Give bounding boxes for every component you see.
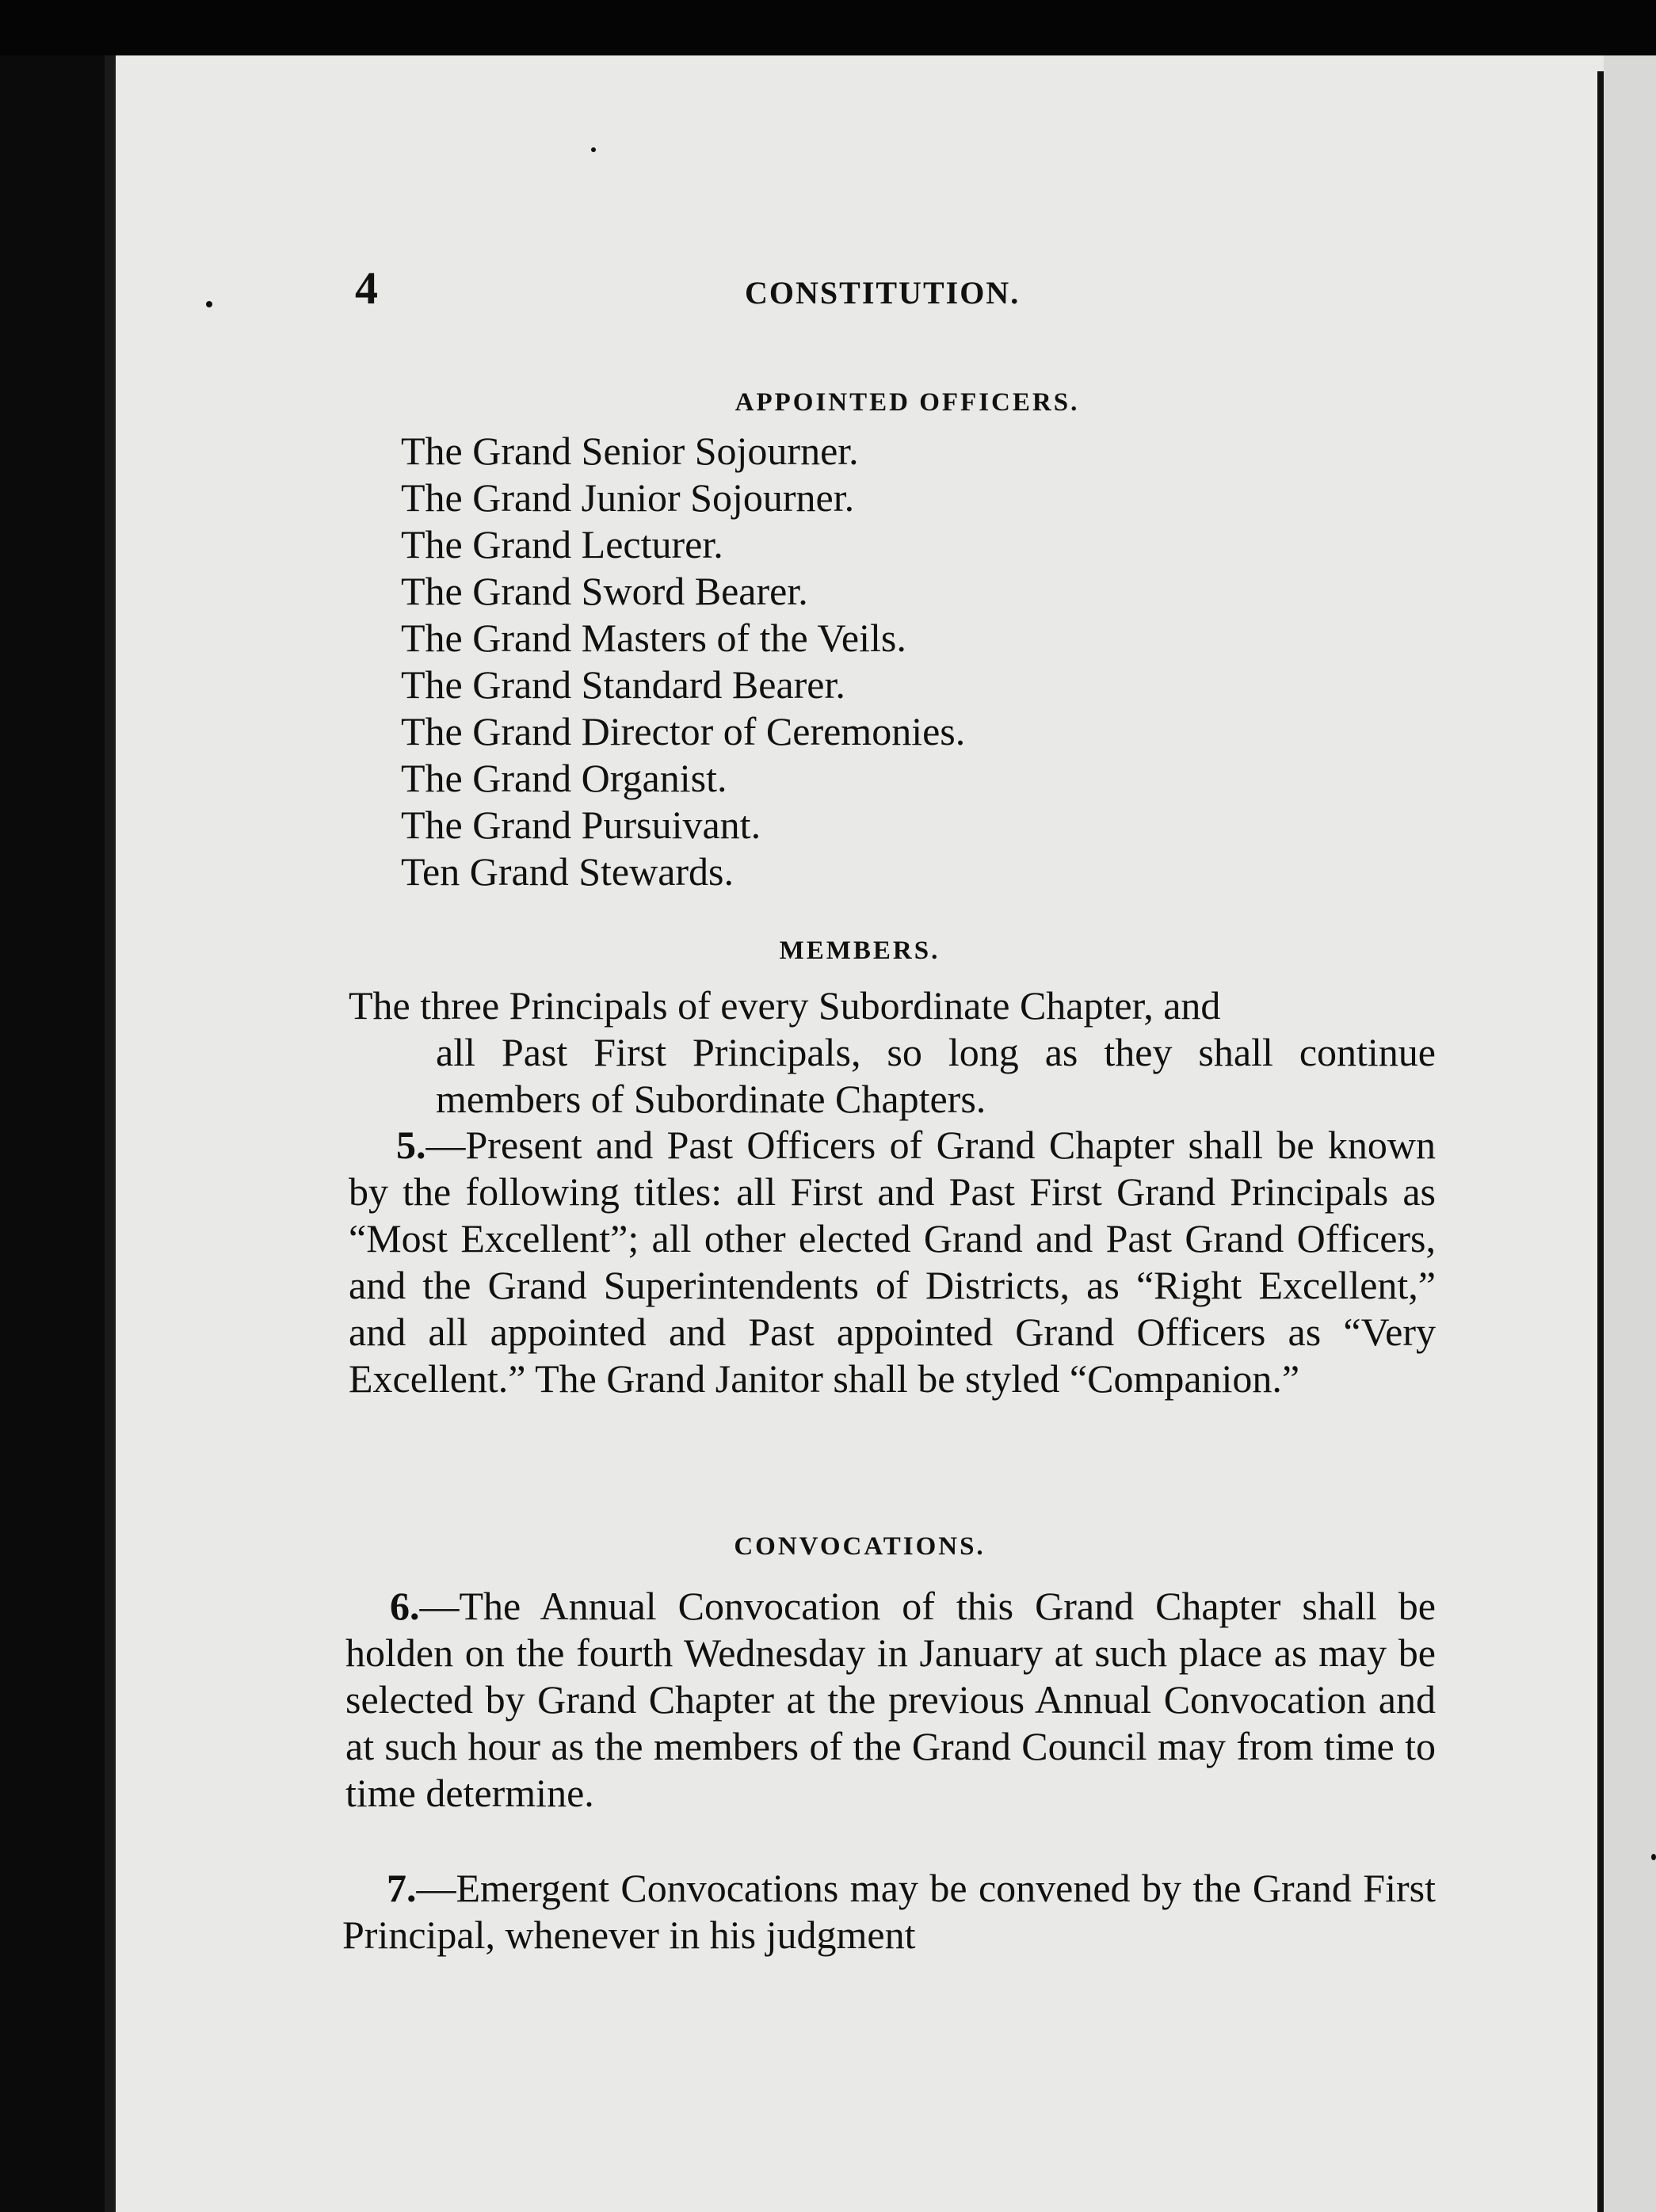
running-head: CONSTITUTION. — [745, 275, 1021, 311]
list-item: The Grand Director of Ceremonies. — [401, 709, 966, 753]
members-paragraph — [349, 982, 1436, 1123]
section-text: —The Annual Convocation of this Grand Chapter shall be holden on the fourth Wednesday in January at such place as may be selected by Grand Chapter at the previous Annual Convocation and at such hour as the members of the Grand Council may from time to time determine. — [345, 1584, 1436, 1815]
section-number: 6. — [390, 1584, 420, 1628]
list-item: The Grand Standard Bearer. — [401, 662, 845, 707]
scan-top-border — [0, 0, 1656, 55]
section-7-paragraph — [342, 1865, 1436, 1958]
appointed-officers-list — [401, 428, 965, 895]
convocations-heading: CONVOCATIONS. — [734, 1532, 986, 1561]
members-heading: MEMBERS. — [779, 936, 941, 965]
list-item: The Grand Organist. — [401, 756, 727, 800]
section-number: 5. — [396, 1123, 426, 1167]
section-text: —Emergent Convocations may be convened by the Grand First Principal, whenever in his judgment — [342, 1866, 1436, 1957]
list-item: The Grand Sword Bearer. — [401, 569, 808, 613]
members-continuation: all Past First Principals, so long as they shall continue members of Subordinate Chapters. — [436, 1030, 1436, 1121]
list-item: The Grand Lecturer. — [401, 522, 723, 566]
section-5-paragraph — [349, 1122, 1436, 1402]
members-first-line: The three Principals of every Subordinate Chapter, and — [349, 983, 1221, 1028]
scan-speck — [591, 147, 596, 152]
section-text: —Present and Past Officers of Grand Chapter shall be known by the following titles: all First and Past First Grand Principals as “Most Excellent”; all other elected Grand and Past Grand Officers, and the Grand Superintendents of Districts, as “Right Excellent,” and all appointed and Past appointed Grand Officers as “Very Excellent.” The Grand Janitor shall be styled “Companion.” — [349, 1123, 1436, 1401]
list-item: The Grand Masters of the Veils. — [401, 616, 906, 660]
list-item: Ten Grand Stewards. — [401, 849, 734, 894]
appointed-officers-heading: APPOINTED OFFICERS. — [735, 388, 1080, 417]
list-item: The Grand Pursuivant. — [401, 803, 761, 847]
list-item: The Grand Junior Sojourner. — [401, 475, 855, 520]
scan-left-edge — [105, 55, 116, 2212]
scan-right-margin — [1604, 55, 1656, 2212]
scan-speck — [1651, 1854, 1656, 1860]
section-6-paragraph — [345, 1583, 1436, 1817]
list-item: The Grand Senior Sojourner. — [401, 429, 859, 473]
page-header — [0, 261, 1656, 325]
page-number: 4 — [355, 262, 378, 314]
section-number: 7. — [387, 1866, 417, 1910]
